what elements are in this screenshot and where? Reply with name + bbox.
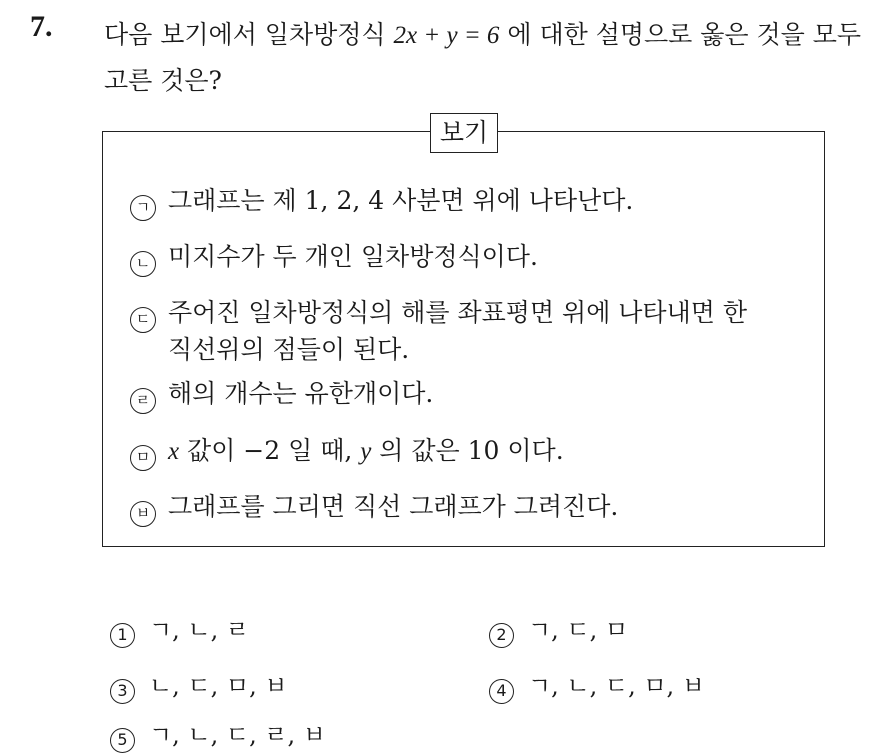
choice-number-3: 3 (110, 679, 135, 704)
bogi-title: 보기 (430, 113, 498, 153)
item-text-5b: 의 값은 10 이다. (371, 436, 564, 465)
choice-text-4: ㄱ, ㄴ, ㄷ, ㅁ, ㅂ (528, 672, 705, 700)
equation: 2x + y = 6 (393, 22, 500, 49)
choice-5[interactable] (110, 718, 326, 753)
item-text-3: 주어진 일차방정식의 해를 좌표평면 위에 나타내면 한 (168, 298, 747, 327)
stem-before: 다음 보기에서 일차방정식 (104, 20, 394, 49)
choice-number-5: 5 (110, 728, 135, 753)
choice-number-1: 1 (110, 623, 135, 648)
item-marker-4: ㄹ (130, 388, 156, 414)
choice-3[interactable] (110, 669, 288, 704)
choice-text-5: ㄱ, ㄴ, ㄷ, ㄹ, ㅂ (149, 721, 326, 749)
item-text-2: 미지수가 두 개인 일차방정식이다. (168, 242, 538, 271)
choice-4[interactable] (489, 669, 705, 704)
bogi-item-5 (130, 432, 564, 471)
question-stem (104, 12, 874, 103)
item-marker-1: ㄱ (130, 195, 156, 221)
stem-after: 에 대한 설명으로 옳은 것을 모두 고른 것은? (104, 20, 862, 95)
item-marker-3: ㄷ (130, 307, 156, 333)
choice-2[interactable] (489, 613, 628, 648)
choice-number-4: 4 (489, 679, 514, 704)
bogi-item-2 (130, 238, 538, 277)
choice-text-3: ㄴ, ㄷ, ㅁ, ㅂ (149, 672, 288, 700)
bogi-item-3-cont: 직선위의 점들이 된다. (168, 335, 410, 364)
item-text-5a: 값이 −2 일 때, (179, 436, 361, 465)
var-y: y (360, 438, 372, 465)
item-marker-2: ㄴ (130, 251, 156, 277)
bogi-item-4 (130, 375, 433, 414)
bogi-item-1 (130, 182, 633, 221)
choice-text-2: ㄱ, ㄷ, ㅁ (528, 616, 629, 644)
bogi-item-3 (130, 294, 747, 333)
choice-1[interactable] (110, 613, 249, 648)
question-number: 7. (30, 10, 53, 43)
item-text-6: 그래프를 그리면 직선 그래프가 그려진다. (168, 492, 619, 521)
item-marker-6: ㅂ (130, 501, 156, 527)
item-marker-5: ㅁ (130, 445, 156, 471)
bogi-item-6 (130, 488, 618, 527)
choice-text-1: ㄱ, ㄴ, ㄹ (149, 616, 250, 644)
item-text-4: 해의 개수는 유한개이다. (168, 379, 434, 408)
var-x: x (168, 438, 180, 465)
choice-number-2: 2 (489, 623, 514, 648)
item-text-1: 그래프는 제 1, 2, 4 사분면 위에 나타난다. (168, 186, 634, 215)
